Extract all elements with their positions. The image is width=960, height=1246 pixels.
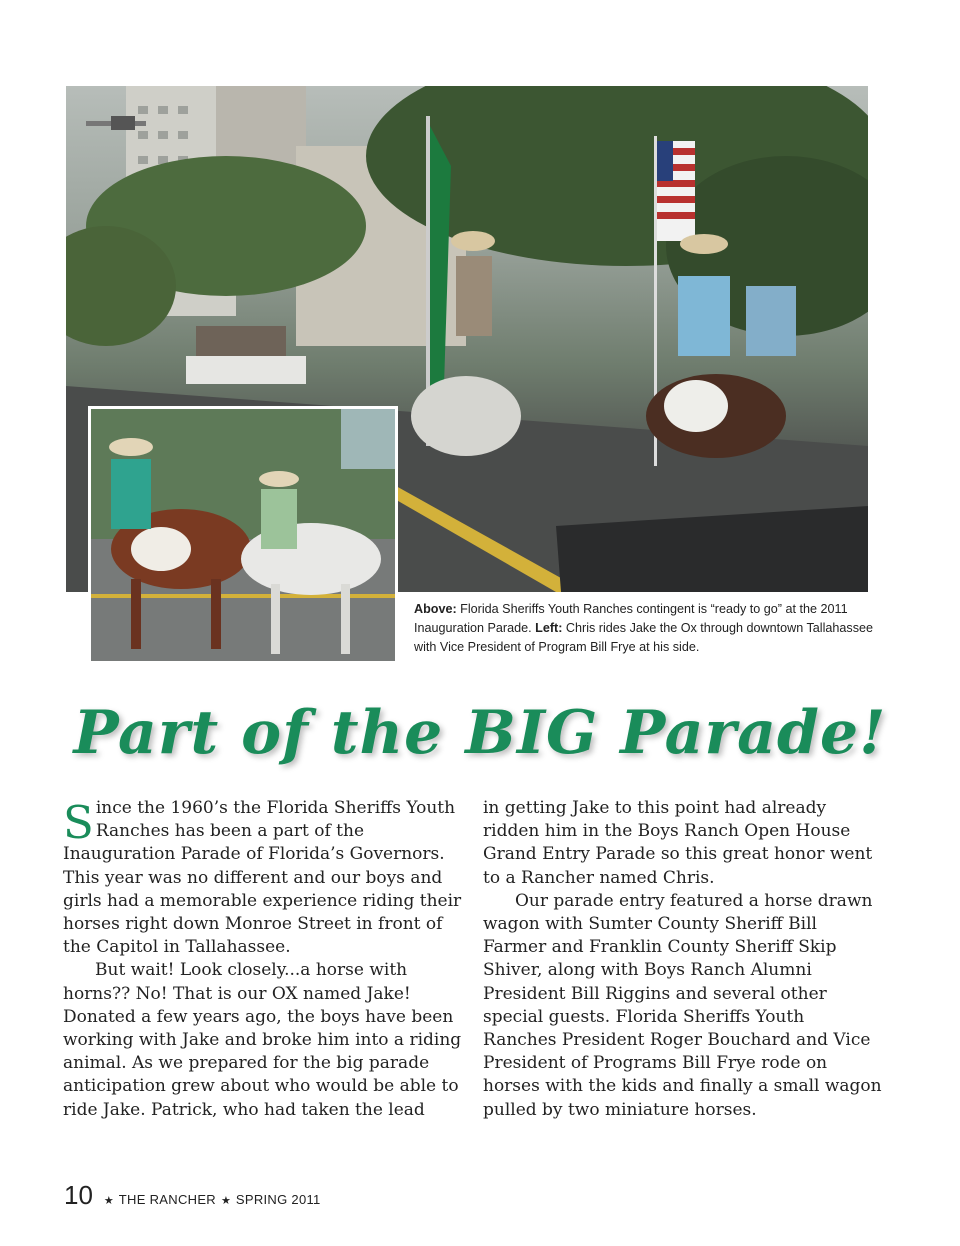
article-paragraph-2: But wait! Look closely...a horse with horns?? No! That is our OX named Jake! Donated a few years ago, the boys have been working with Jake and broke him into a riding animal. As we prepared for the big parade anticipation grew about who would be able to ride Jake. Patrick, who had taken the lead [63, 960, 462, 1120]
caption-above-label: Above: [414, 602, 457, 616]
article-column-right [483, 797, 883, 1122]
publication-name: THE RANCHER [118, 1192, 216, 1207]
ox-ride-illustration [91, 409, 395, 661]
caption-left-label: Left: [535, 621, 563, 635]
article-paragraph-2-continued: in getting Jake to this point had already ridden him in the Boys Ranch Open House Grand Entry Parade so this great honor went to a Rancher named Chris. [483, 798, 873, 888]
article-paragraph-1 [63, 797, 463, 959]
caption-left-text: Chris rides Jake the Ox through downtown Tallahassee with Vice President of Program Bill Frye at his side. [414, 621, 874, 654]
issue-date: SPRING 2011 [235, 1192, 321, 1207]
caption-above-text: Florida Sheriffs Youth Ranches contingent is “ready to go” at the 2011 Inauguration Parade. [414, 602, 848, 635]
article-headline: Part of the BIG Parade! [73, 698, 887, 768]
star-icon: ★ [103, 1195, 114, 1207]
article-paragraph-3: Our parade entry featured a horse drawn wagon with Sumter County Sheriff Bill Farmer and Franklin County Sheriff Skip Shiver, along with Boys Ranch Alumni President Bill Riggins and several other special guests. Florida Sheriffs Youth Ranches President Roger Bouchard and Vice President of Programs Bill Frye rode on horses with the kids and finally a small wagon pulled by two miniature horses. [483, 890, 882, 1120]
page-footer [64, 1180, 321, 1212]
paragraph-1-text: ince the 1960’s the Florida Sheriffs Youth Ranches has been a part of the Inauguration Parade of Florida’s Governors. This year was no different and our boys and girls had a memorable experience riding their horses right down Monroe Street in front of the Capitol in Tallahassee. [63, 798, 462, 958]
star-icon: ★ [221, 1195, 231, 1207]
ox-rider-photo-inset [88, 406, 398, 664]
drop-cap: S [63, 796, 94, 849]
article-column-left [63, 797, 463, 1122]
photo-caption [414, 600, 894, 657]
page-number: 10 [64, 1180, 93, 1210]
